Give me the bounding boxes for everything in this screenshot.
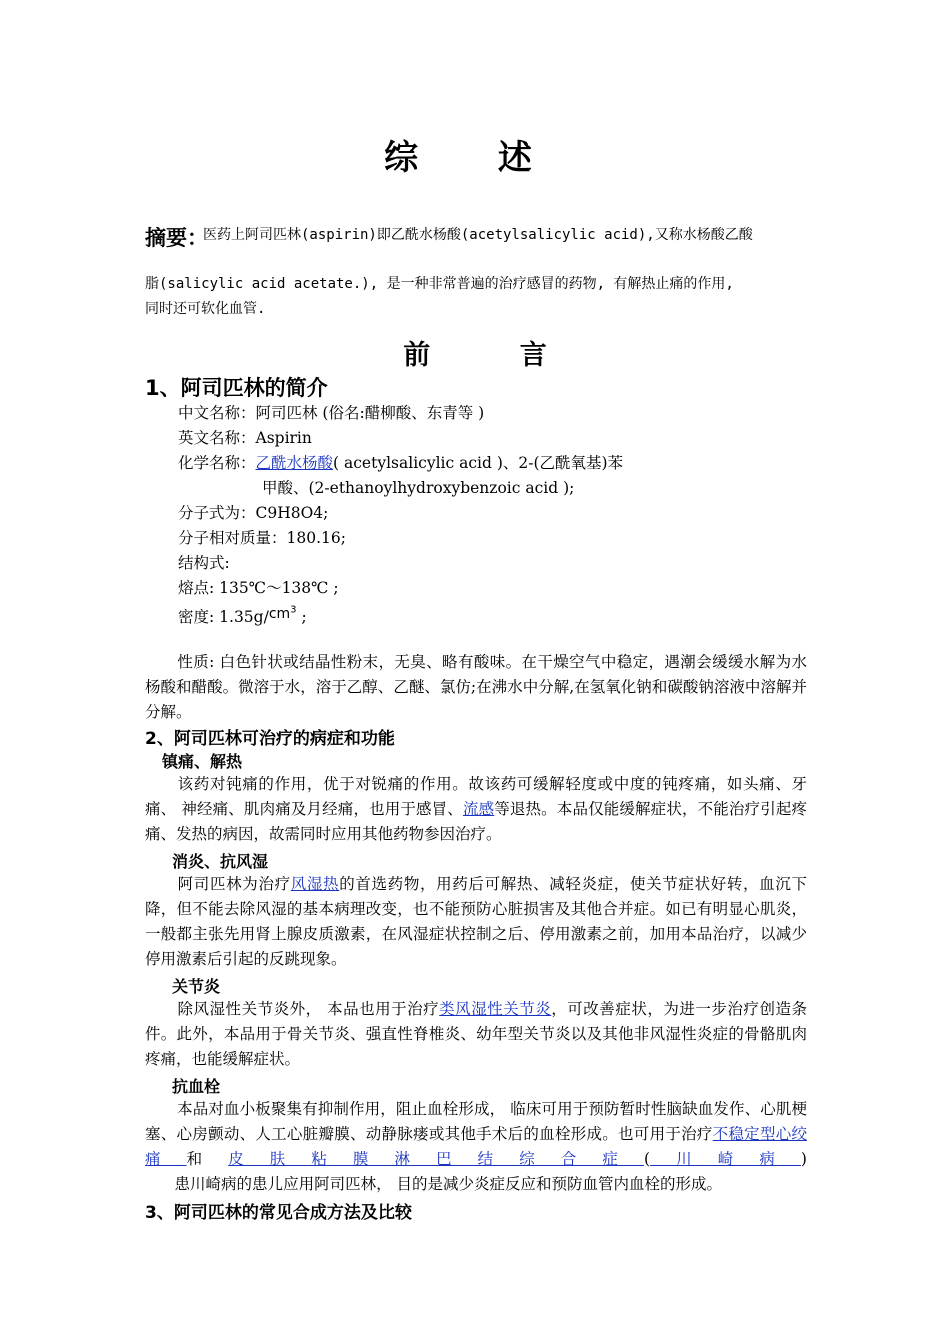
arthritis-paragraph: 除风湿性关节炎外， 本品也用于治疗类风湿性关节炎，可改善症状，为进一步治疗创造条件。此外，本品用于骨关节炎、强直性脊椎炎、幼年型关节炎以及其他非风湿性炎症的骨骼肌肉疼痛，也能缓解症状。 xyxy=(145,1000,807,1068)
subheading-antithrombotic: 抗血栓 xyxy=(172,1077,221,1096)
unstable-angina-link[interactable]: 不稳定型心绞痛 xyxy=(145,1125,807,1168)
structure-label: 结构式: xyxy=(178,554,230,572)
antithrombotic-paragraph: 本品对血小板聚集有抑制作用，阻止血栓形成， 临床可用于预防暂时性脑缺血发作、心肌梗塞、心房颤动、人工心脏瓣膜、动静脉瘘或其他手术后的血栓形成。也可用于治疗不稳定型心绞痛和皮肤粘膜淋巴结综合症(川崎病) 患川崎病的患儿应用阿司匹林， 目的是减少炎症反应和预防血管内血栓的形成。 xyxy=(145,1100,807,1193)
section-3-heading: 3、阿司匹林的常见合成方法及比较 xyxy=(145,1203,412,1223)
density-end: ; xyxy=(296,608,307,626)
kawasaki-link[interactable]: 川崎病 xyxy=(650,1150,801,1168)
abstract-line-3: 同时还可软化血管. xyxy=(145,301,266,317)
cn-name: 中文名称：阿司匹林 (俗名:醋柳酸、东青等 ) xyxy=(178,404,485,422)
preface-title: 前 言 xyxy=(403,340,587,371)
abstract-label: 摘要： xyxy=(145,226,208,250)
rheumatoid-arthritis-link[interactable]: 类风湿性关节炎 xyxy=(439,1000,552,1018)
anti-rheumatic-paragraph: 阿司匹林为治疗风湿热的首选药物，用药后可解热、减轻炎症，使关节症状好转，血沉下降，但不能去除风湿的基本病理改变，也不能预防心脏损害及其他合并症。如已有明显心肌炎，一般都主张先用肾上腺皮质激素，在风湿症状控制之后、停用激素之前，加用本品治疗，以减少停用激素后引起的反跳现象。 xyxy=(145,875,807,968)
subheading-analgesic: 镇痛、解热 xyxy=(162,752,243,771)
section-2-heading: 2、阿司匹林可治疗的病症和功能 xyxy=(145,729,395,749)
chem-name xyxy=(178,451,623,473)
density-unit: $cm^3$ xyxy=(268,604,297,622)
melting-point: 熔点: 135℃～138℃ ; xyxy=(178,579,339,597)
subheading-anti-rheumatic: 消炎、抗风湿 xyxy=(172,852,269,871)
abstract-line-2: 脂(salicylic acid acetate.), 是一种非常普遍的治疗感冒的药物, 有解热止痛的作用, xyxy=(145,276,734,292)
abstract-line-1: 医药上阿司匹林(aspirin)即乙酰水杨酸(acetylsalicylic acid),又称水杨酸乙酸 xyxy=(203,227,753,243)
page-title: 综 述 xyxy=(384,138,566,178)
subheading-arthritis: 关节炎 xyxy=(172,977,221,996)
en-name: 英文名称：Aspirin xyxy=(178,429,312,447)
section-1-heading: 1、阿司匹林的简介 xyxy=(145,376,328,400)
analgesic-paragraph: 该药对钝痛的作用，优于对锐痛的作用。故该药可缓解轻度或中度的钝疼痛，如头痛、牙痛、 神经痛、肌肉痛及月经痛，也用于感冒、流感等退热。本品仅能缓解症状，不能治疗引起疼痛、发热的病因，故需同时应用其他药物参因治疗。 xyxy=(145,775,807,843)
chem-link[interactable]: 乙酰水杨酸 xyxy=(255,454,334,472)
flu-link[interactable]: 流感 xyxy=(462,800,495,818)
density xyxy=(178,605,307,627)
chem-line-2: 甲酸、(2-ethanoylhydroxybenzoic acid ); xyxy=(262,479,575,497)
molecular-mass: 分子相对质量：180.16; xyxy=(178,529,346,547)
formula: 分子式为：C9H8O4; xyxy=(178,504,329,522)
chem-label: 化学名称： xyxy=(178,454,256,472)
density-label: 密度: 1.35g/ xyxy=(178,608,269,626)
rheumatic-fever-link[interactable]: 风湿热 xyxy=(290,875,340,893)
mucocutaneous-lymph-node-link[interactable]: 皮肤粘膜淋巴结综合症 xyxy=(228,1150,645,1168)
properties-paragraph: 性质: 白色针状或结晶性粉末，无臭、略有酸味。在干燥空气中稳定，遇潮会缓缓水解为水杨酸和醋酸。微溶于水，溶于乙醇、乙醚、氯仿;在沸水中分解,在氢氧化钠和碳酸钠溶液中溶解并分解。 xyxy=(145,653,807,721)
chem-rest: ( acetylsalicylic acid )、2-(乙酰氧基)苯 xyxy=(333,454,624,472)
